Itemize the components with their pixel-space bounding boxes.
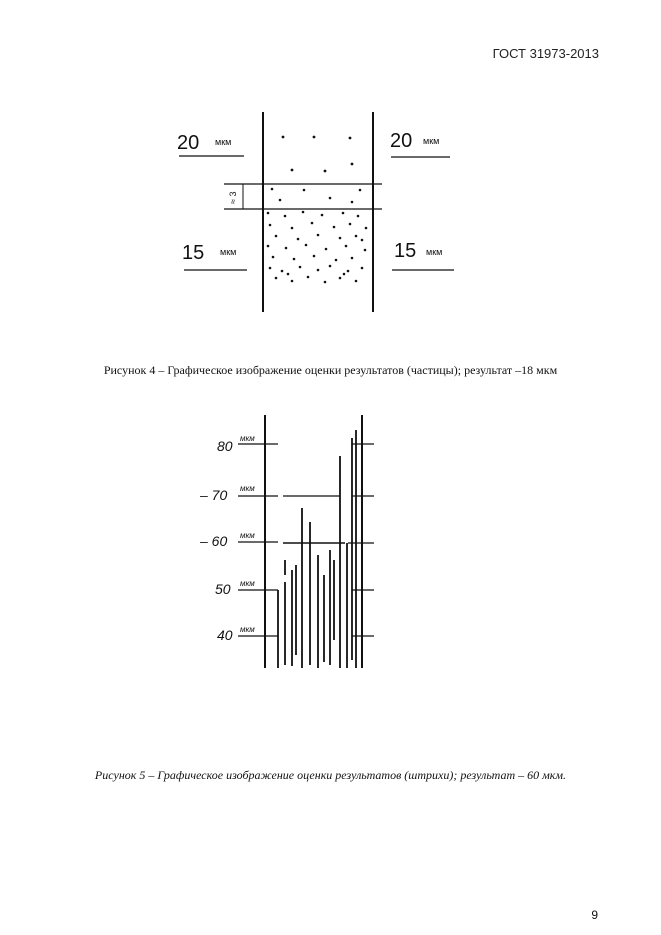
- scale-60-value: – 60: [200, 533, 228, 549]
- fig4-label-15-left-value: 15: [182, 242, 205, 264]
- fig4-label-20-left-value: 20: [177, 132, 200, 154]
- figure-4-particles: [0, 100, 661, 325]
- figure-5-drawing: [0, 410, 661, 685]
- particles-dense: [267, 211, 368, 284]
- fig4-label-15-right-value: 15: [394, 240, 417, 262]
- figure-4-drawing: [0, 100, 661, 325]
- scale-40-unit: мкм: [240, 625, 255, 634]
- particles-sparse: [282, 136, 354, 173]
- figure-5-streaks: [0, 410, 661, 685]
- scale-40-value: 40: [217, 627, 233, 643]
- fig5-scale-lines: [238, 444, 278, 636]
- fig5-scale: [199, 434, 255, 643]
- fig4-label-15-right-unit: мкм: [426, 247, 443, 257]
- fig4-label-20-left-unit: мкм: [215, 137, 232, 147]
- scale-50-value: 50: [215, 581, 231, 597]
- particles-gap: [271, 188, 362, 204]
- scale-70-unit: мкм: [240, 484, 255, 493]
- figure-5-caption: Рисунок 5 – Графическое изображение оценки результатов (штрихи); результат – 60 мкм.: [94, 768, 567, 782]
- scale-80-unit: мкм: [240, 434, 255, 443]
- scale-60-unit: мкм: [240, 531, 255, 540]
- scale-70-value: – 70: [200, 487, 228, 503]
- fig4-label-20-right-unit: мкм: [423, 136, 440, 146]
- fig4-label-15-left-unit: мкм: [220, 247, 237, 257]
- scale-50-unit: мкм: [240, 579, 255, 588]
- page-number: 9: [591, 908, 598, 922]
- fig4-label-20-right-value: 20: [390, 130, 413, 152]
- gap-label: ≈ 3: [228, 191, 238, 204]
- scale-80-value: 80: [217, 438, 233, 454]
- figure-4-caption: Рисунок 4 – Графическое изображение оценки результатов (частицы); результат –18 мкм: [103, 363, 558, 377]
- streaks: [278, 430, 356, 668]
- document-code: ГОСТ 31973-2013: [492, 46, 599, 61]
